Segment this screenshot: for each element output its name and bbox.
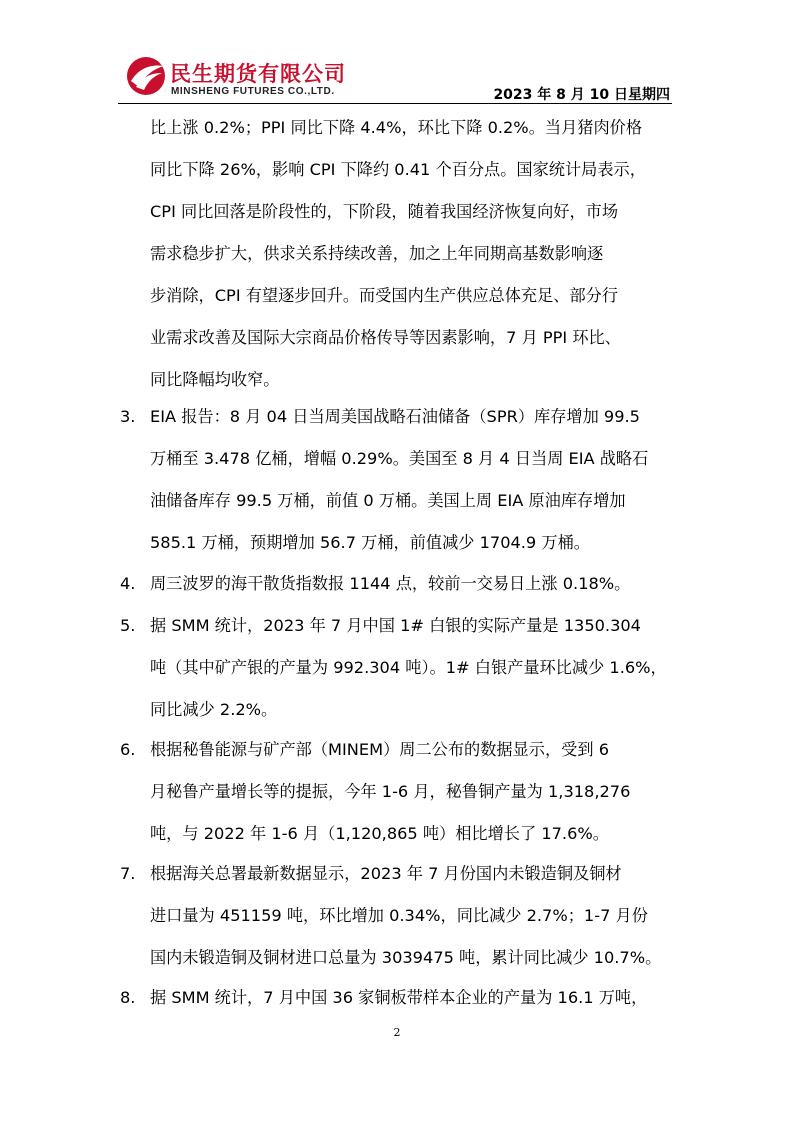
text-line: 根据秘鲁能源与矿产部（MINEM）周二公布的数据显示，受到 6 — [150, 740, 609, 759]
page-number: 2 — [393, 1026, 401, 1039]
text-line: 吨（其中矿产银的产量为 992.304 吨）。1# 白银产量环比减少 1.6%， — [150, 658, 667, 677]
list-item-number: 4. — [120, 574, 136, 593]
report-date: 2023 年 8 月 10 日星期四 — [493, 87, 670, 103]
company-name-cn: 民生期货有限公司 — [170, 62, 346, 86]
text-line: 需求稳步扩大，供求关系持续改善，加之上年同期高基数影响逐 — [150, 244, 604, 263]
text-line: 业需求改善及国际大宗商品价格传导等因素影响，7 月 PPI 环比、 — [150, 328, 621, 347]
text-line: EIA 报告：8 月 04 日当周美国战略石油储备（SPR）库存增加 99.5 — [150, 407, 640, 426]
text-line: 比上涨 0.2%；PPI 同比下降 4.4%，环比下降 0.2%。当月猪肉价格 — [150, 118, 643, 137]
text-line: 月秘鲁产量增长等的提振，今年 1-6 月，秘鲁铜产量为 1,318,276 — [150, 782, 631, 801]
minsheng-logo-icon — [124, 54, 168, 98]
text-line: 万桶至 3.478 亿桶，增幅 0.29%。美国至 8 月 4 日当周 EIA 战略石 — [150, 449, 649, 468]
text-line: 进口量为 451159 吨，环比增加 0.34%，同比减少 2.7%；1-7 月份 — [150, 906, 648, 925]
text-line: 吨，与 2022 年 1-6 月（1,120,865 吨）相比增长了 17.6%。 — [150, 824, 609, 843]
header-divider — [118, 103, 672, 104]
text-line: 油储备库存 99.5 万桶，前值 0 万桶。美国上周 EIA 原油库存增加 — [150, 491, 626, 510]
text-line: 据 SMM 统计，7 月中国 36 家铜板带样本企业的产量为 16.1 万吨， — [150, 988, 648, 1007]
text-line: 同比减少 2.2%。 — [150, 700, 278, 719]
list-item-number: 8. — [120, 988, 136, 1007]
text-line: 据 SMM 统计，2023 年 7 月中国 1# 白银的实际产量是 1350.304 — [150, 616, 641, 635]
text-line: 步消除，CPI 有望逐步回升。而受国内生产供应总体充足、部分行 — [150, 286, 619, 305]
text-line: 585.1 万桶，预期增加 56.7 万桶，前值减少 1704.9 万桶。 — [150, 533, 590, 552]
text-line: 周三波罗的海干散货指数报 1144 点，较前一交易日上涨 0.18%。 — [150, 574, 631, 593]
text-line: 国内未锻造铜及铜材进口总量为 3039475 吨，累计同比减少 10.7%。 — [150, 948, 662, 967]
text-line: 同比降幅均收窄。 — [150, 370, 280, 389]
company-name-en: MINSHENG FUTURES CO.,LTD. — [171, 86, 335, 97]
list-item-number: 6. — [120, 740, 136, 759]
list-item-number: 5. — [120, 616, 136, 635]
text-line: 根据海关总署最新数据显示，2023 年 7 月份国内未锻造铜及铜材 — [150, 864, 622, 883]
text-line: 同比下降 26%，影响 CPI 下降约 0.41 个百分点。国家统计局表示， — [150, 160, 646, 179]
list-item-number: 7. — [120, 864, 136, 883]
list-item-number: 3. — [120, 407, 136, 426]
page-header — [0, 0, 794, 110]
text-line: CPI 同比回落是阶段性的，下阶段，随着我国经济恢复向好，市场 — [150, 202, 619, 221]
